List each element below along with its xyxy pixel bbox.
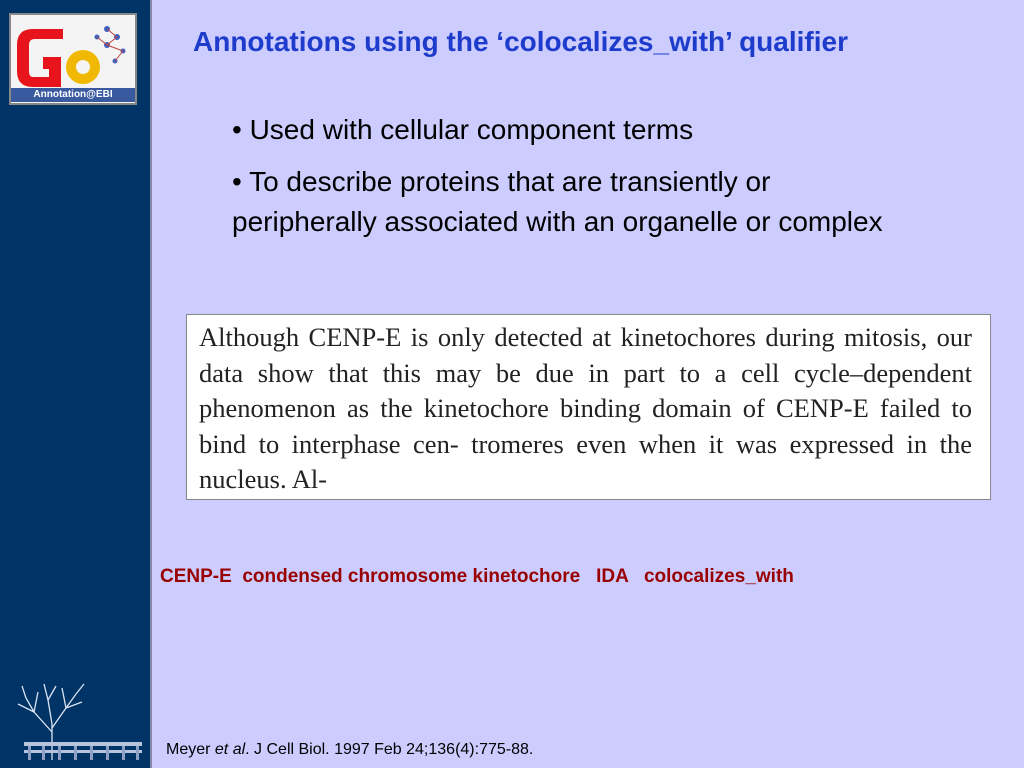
bullet-list: [232, 110, 912, 254]
citation-author: Meyer: [166, 741, 211, 758]
slide-title: Annotations using the ‘colocalizes_with’ qualifier: [193, 26, 848, 57]
annotation-qualifier: colocalizes_with: [643, 566, 794, 587]
annotation-line: [160, 566, 794, 588]
citation-details: . J Cell Biol. 1997 Feb 24;136(4):775-88.: [245, 741, 534, 758]
annotation-term: condensed chromosome kinetochore: [242, 566, 581, 587]
tree-building-icon: [4, 672, 144, 764]
annotation-gene: CENP-E: [160, 566, 232, 587]
annotation-evidence: IDA: [596, 566, 629, 587]
bullet-item: • Used with cellular component terms: [232, 114, 694, 145]
citation: [166, 741, 533, 759]
sidebar: [0, 0, 152, 768]
paper-excerpt: Although CENP-E is only detected at kinetochores during mitosis, our data show that this may be due in part to a cell cycle–dependent phenomenon as the kinetochore binding domain of CENP-E failed to bind to interphase cen- tromeres even when it was expressed in the nucleus. Al-: [186, 314, 991, 500]
logo-caption: Annotation@EBI: [11, 88, 135, 102]
go-logo: [9, 13, 137, 105]
citation-etal: et al: [214, 741, 246, 758]
bullet-item: • To describe proteins that are transiently or peripherally associated with an organelle or complex: [232, 166, 883, 237]
